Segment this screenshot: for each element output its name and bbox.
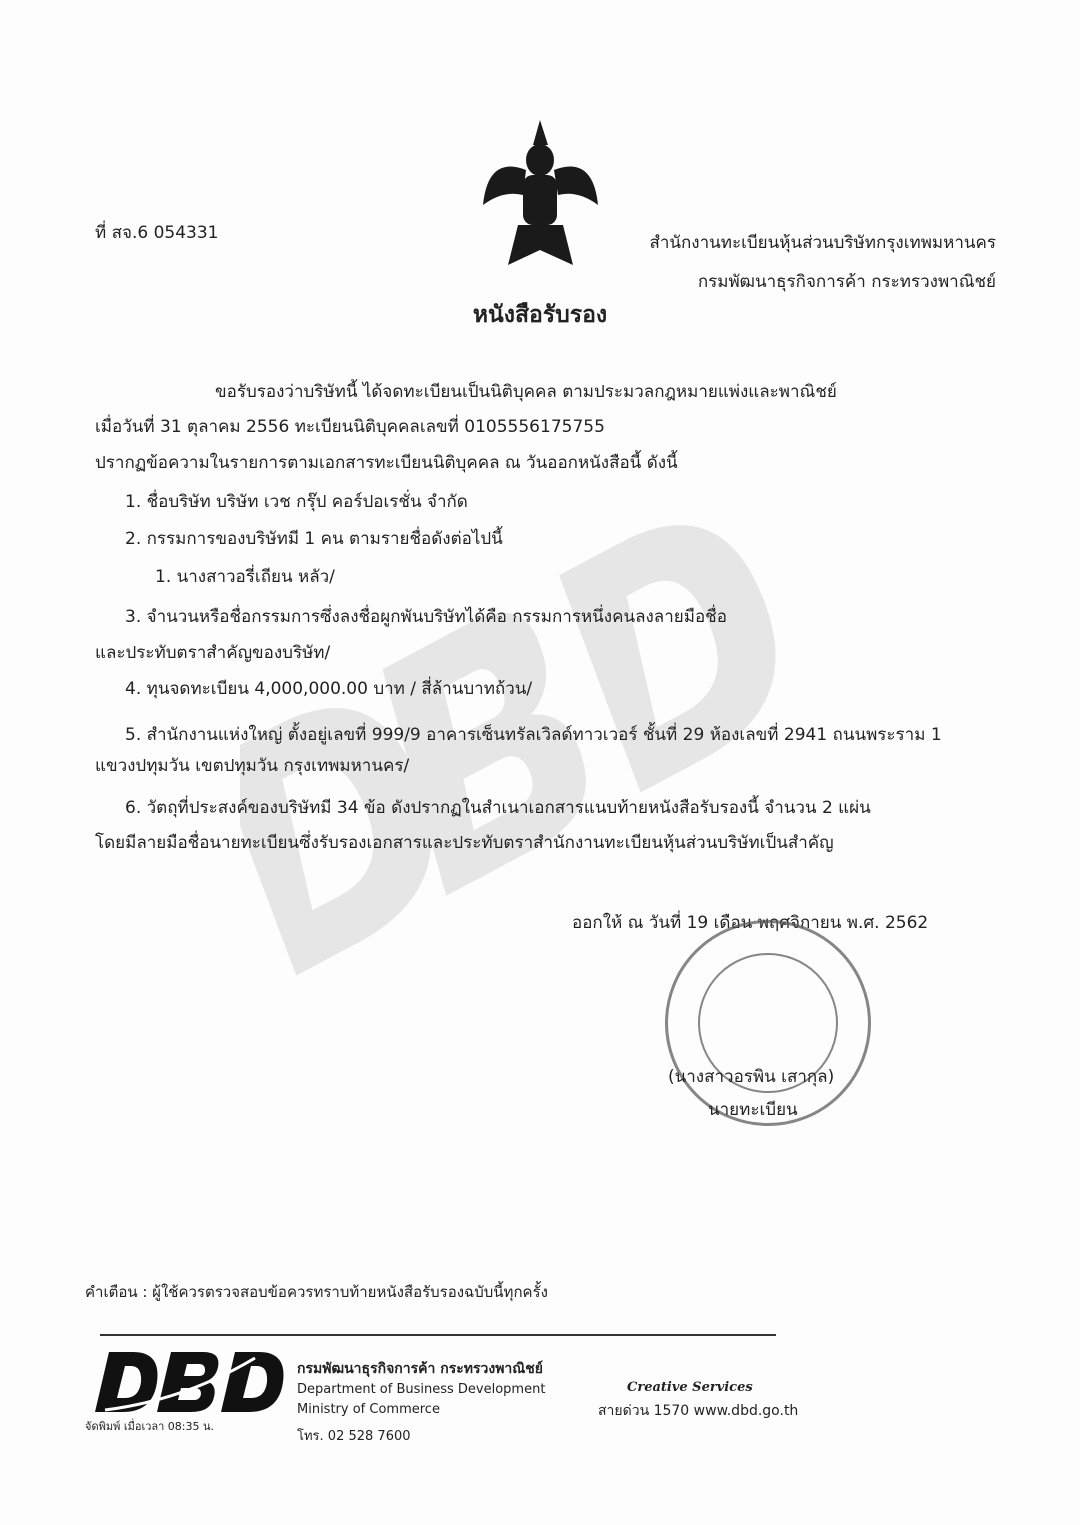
item-head-office-cont: แขวงปทุมวัน เขตปทุมวัน กรุงเทพมหานคร/ xyxy=(95,756,410,776)
document-title: หนังสือรับรอง xyxy=(472,302,608,328)
item-objectives: 6. วัตถุที่ประสงค์ของบริษัทมี 34 ข้อ ดังปรากฏในสำเนาเอกสารแนบท้ายหนังสือรับรองนี้ จำนวน 2 แผ่น xyxy=(125,798,871,818)
footer-divider xyxy=(100,1334,776,1336)
slogan: Creative Services xyxy=(627,1380,753,1395)
official-seal xyxy=(665,920,871,1126)
item-signing-authority-cont: และประทับตราสำคัญของบริษัท/ xyxy=(95,643,331,663)
director-1: 1. นางสาวอรี่เถียน หลัว/ xyxy=(155,567,335,587)
department-english: Department of Business Development xyxy=(297,1382,546,1397)
department-thai: กรมพัฒนาธุรกิจการค้า กระทรวงพาณิชย์ xyxy=(297,1361,543,1377)
print-time: จัดพิมพ์ เมื่อเวลา 08:35 น. xyxy=(85,1420,215,1433)
dbd-logo xyxy=(95,1350,285,1414)
garuda-emblem-icon xyxy=(478,115,603,275)
ministry-english: Ministry of Commerce xyxy=(297,1402,440,1417)
issue-date: ออกให้ ณ วันที่ 19 เดือน พฤศจิกายน พ.ศ. 2562 xyxy=(572,913,929,933)
department-name: กรมพัฒนาธุรกิจการค้า กระทรวงพาณิชย์ xyxy=(697,272,996,292)
warning-note: คำเตือน : ผู้ใช้ควรตรวจสอบข้อควรทราบท้ายหนังสือรับรองฉบับนี้ทุกครั้ง xyxy=(85,1283,548,1301)
phone-number: โทร. 02 528 7600 xyxy=(297,1429,411,1444)
item-head-office: 5. สำนักงานแห่งใหญ่ ตั้งอยู่เลขที่ 999/9 อาคารเซ็นทรัลเวิลด์ทาวเวอร์ ชั้นที่ 29 ห้องเลขที่ 2941 ถนนพระราม 1 xyxy=(125,725,942,745)
intro-line-1: ขอรับรองว่าบริษัทนี้ ได้จดทะเบียนเป็นนิติบุคคล ตามประมวลกฎหมายแพ่งและพาณิชย์ xyxy=(215,382,837,402)
item-company-name: 1. ชื่อบริษัท บริษัท เวช กรุ๊ป คอร์ปอเรชั่น จำกัด xyxy=(125,492,468,512)
item-signing-authority: 3. จำนวนหรือชื่อกรรมการซึ่งลงชื่อผูกพันบริษัทได้คือ กรรมการหนึ่งคนลงลายมือชื่อ xyxy=(125,607,727,627)
registrar-name: (นางสาวอรพิน เสากุล) xyxy=(668,1067,835,1087)
item-registered-capital: 4. ทุนจดทะเบียน 4,000,000.00 บาท / สี่ล้านบาทถ้วน/ xyxy=(125,679,533,699)
item-objectives-cont: โดยมีลายมือชื่อนายทะเบียนซึ่งรับรองเอกสารและประทับตราสำนักงานทะเบียนหุ้นส่วนบริษัทเป็นสำคัญ xyxy=(95,833,834,853)
intro-line-3: ปรากฏข้อความในรายการตามเอกสารทะเบียนนิติบุคคล ณ วันออกหนังสือนี้ ดังนี้ xyxy=(95,453,678,473)
registrar-position: นายทะเบียน xyxy=(708,1100,798,1120)
office-name: สำนักงานทะเบียนหุ้นส่วนบริษัทกรุงเทพมหานคร xyxy=(649,233,996,253)
intro-line-2: เมื่อวันที่ 31 ตุลาคม 2556 ทะเบียนนิติบุคคลเลขที่ 0105556175755 xyxy=(95,417,605,437)
item-directors: 2. กรรมการของบริษัทมี 1 คน ตามรายชื่อดังต่อไปนี้ xyxy=(125,529,503,549)
reference-number: ที่ สจ.6 054331 xyxy=(95,223,219,243)
hotline-website: สายด่วน 1570 www.dbd.go.th xyxy=(598,1403,799,1419)
